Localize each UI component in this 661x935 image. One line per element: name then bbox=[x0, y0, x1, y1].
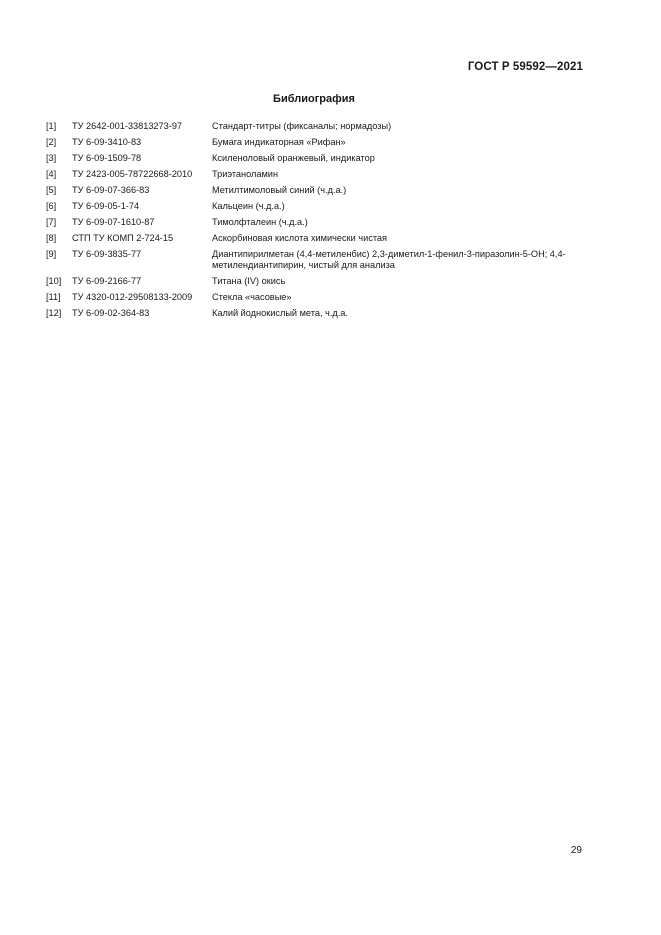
entry-code: ТУ 6-09-3410-83 bbox=[72, 137, 142, 147]
entry-number: [9] bbox=[46, 249, 57, 259]
entry-code: ТУ 6-09-02-364-83 bbox=[72, 308, 150, 318]
entry-code: ТУ 6-09-1509-78 bbox=[72, 153, 142, 163]
entry-number: [5] bbox=[46, 185, 57, 195]
entry-number: [10] bbox=[46, 276, 62, 286]
bibliography-entry bbox=[46, 276, 586, 287]
entry-number: [3] bbox=[46, 153, 57, 163]
entry-code: ТУ 6-09-2166-77 bbox=[72, 276, 142, 286]
entry-code: ТУ 2642-001-33813273-97 bbox=[72, 121, 183, 131]
bibliography-entry bbox=[46, 217, 586, 228]
bibliography-entry bbox=[46, 233, 586, 244]
entry-code: ТУ 2423-005-78722668-2010 bbox=[72, 169, 193, 179]
bibliography-entry bbox=[46, 201, 586, 212]
entry-title: Метилтимоловый синий (ч.д.а.) bbox=[212, 185, 347, 195]
section-title: Библиография bbox=[273, 93, 355, 105]
bibliography-entry bbox=[46, 308, 586, 319]
entry-title: Тимолфталеин (ч.д.а.) bbox=[212, 217, 308, 227]
entry-number: [6] bbox=[46, 201, 57, 211]
bibliography-entry bbox=[46, 137, 586, 148]
entry-number: [7] bbox=[46, 217, 57, 227]
entry-code: ТУ 6-09-05-1-74 bbox=[72, 201, 140, 211]
entry-number: [12] bbox=[46, 308, 62, 318]
standard-code: ГОСТ Р 59592—2021 bbox=[467, 61, 583, 73]
entry-number: [4] bbox=[46, 169, 57, 179]
entry-title: Калий йоднокислый мета, ч.д.а. bbox=[212, 308, 348, 318]
entry-title: Аскорбиновая кислота химически чистая bbox=[212, 233, 388, 243]
entry-title: Кальцеин (ч.д.а.) bbox=[212, 201, 285, 211]
bibliography-entry bbox=[46, 292, 586, 303]
entry-code: ТУ 6-09-07-1610-87 bbox=[72, 217, 155, 227]
bibliography-entry bbox=[46, 185, 586, 196]
entry-title: Стекла «часовые» bbox=[212, 292, 292, 302]
bibliography-entry bbox=[46, 153, 586, 164]
entry-number: [11] bbox=[46, 292, 61, 302]
bibliography-entry bbox=[46, 249, 586, 271]
entry-code: ТУ 4320-012-29508133-2009 bbox=[72, 292, 193, 302]
entry-number: [2] bbox=[46, 137, 57, 147]
entry-title: Стандарт-титры (фиксаналы; нормадозы) bbox=[212, 121, 392, 131]
entry-number: [8] bbox=[46, 233, 57, 243]
entry-title: Титана (IV) окись bbox=[212, 276, 286, 286]
entry-code: ТУ 6-09-07-366-83 bbox=[72, 185, 150, 195]
entry-title: Триэтаноламин bbox=[212, 169, 279, 179]
bibliography-list bbox=[46, 121, 586, 324]
bibliography-entry bbox=[46, 169, 586, 180]
entry-code: СТП ТУ КОМП 2-724-15 bbox=[72, 233, 174, 243]
entry-title: Ксиленоловый оранжевый, индикатор bbox=[212, 153, 375, 163]
entry-title: Бумага индикаторная «Рифан» bbox=[212, 137, 346, 147]
entry-number: [1] bbox=[46, 121, 57, 131]
bibliography-entry bbox=[46, 121, 586, 132]
page-number: 29 bbox=[570, 845, 582, 856]
entry-title: Диантипирилметан (4,4-метиленбис) 2,3-диметил-1-фенил-3-пиразолин-5-ОН; 4,4-метилендиантипирин, чистый для анализа bbox=[212, 249, 566, 270]
entry-code: ТУ 6-09-3835-77 bbox=[72, 249, 142, 259]
